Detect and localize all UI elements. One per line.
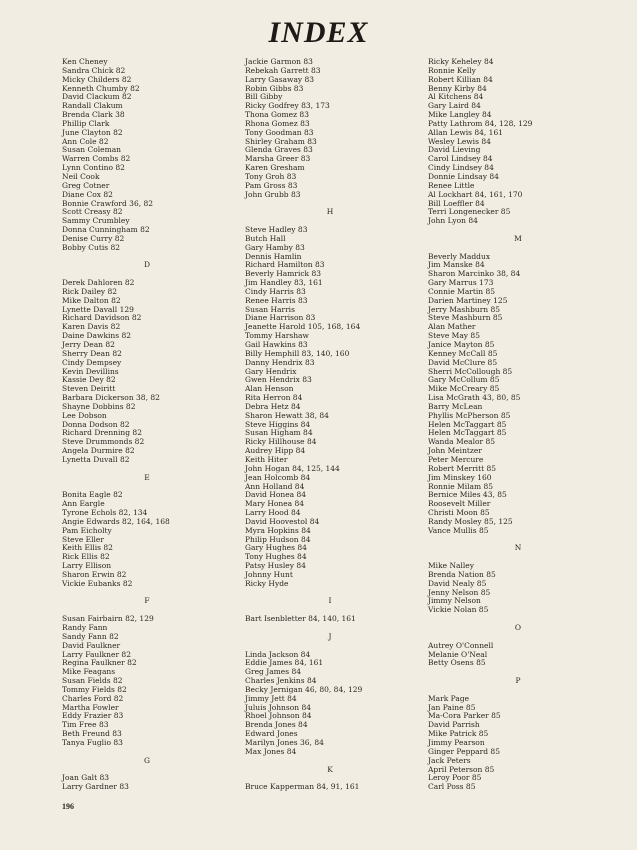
index-entry: Mike Patrick 85	[428, 729, 489, 739]
index-entry: Jim Manske 84	[428, 260, 485, 270]
index-entry: Terri Longenecker 85	[428, 207, 511, 217]
index-entry: Warren Combs 82	[62, 154, 131, 164]
index-entry: David Clackum 82	[62, 92, 132, 102]
index-entry: Bart Isenbletter 84, 140, 161	[245, 614, 356, 624]
index-entry: Ricky Hyde	[245, 578, 289, 588]
index-entry: Shayne Dobbins 82	[62, 401, 136, 411]
index-entry: Marilyn Jones 36, 84	[245, 737, 324, 747]
index-entry: Jim Handley 83, 161	[245, 278, 323, 288]
index-entry: Rhoel Johnson 84	[245, 711, 312, 721]
index-entry: Eddy Frazier 83	[62, 711, 124, 721]
section-letter: J	[328, 631, 332, 641]
section-letter: O	[514, 623, 522, 632]
index-entry: Larry Gardner 83	[62, 782, 129, 792]
index-entry: Rick Dailey 82	[62, 286, 118, 296]
index-entry: Larry Gasaway 83	[245, 74, 315, 84]
index-entry: Jim Minskey 160	[428, 472, 492, 482]
index-entry: Ann Cole 82	[62, 136, 109, 146]
index-entry: Tony Goodman 83	[245, 127, 314, 137]
index-entry: Bobby Cutis 82	[62, 242, 121, 252]
index-entry: Barry McLean	[428, 401, 483, 411]
index-entry: Pam Eicholty	[62, 525, 112, 535]
index-entry: Lynetta Duvall 82	[62, 454, 130, 464]
index-entry: Linda Jackson 84	[245, 649, 311, 659]
index-entry: Gwen Hendrix 83	[245, 375, 312, 385]
index-entry: Edward Jones	[245, 729, 298, 739]
index-entry: Renee Little	[428, 180, 475, 190]
index-entry: Martha Fowler	[62, 702, 119, 712]
index-entry: Johnny Hunt	[245, 569, 293, 579]
index-column-1	[62, 58, 232, 792]
index-entry: Sherri McCollough 85	[428, 366, 513, 376]
index-entry: Susan Harris	[245, 304, 295, 314]
index-entry: Lee Dobson	[62, 410, 107, 420]
index-entry: Mike Langley 84	[428, 110, 492, 120]
index-entry: Gary Hughes 84	[245, 543, 307, 553]
index-entry: David Honea 84	[245, 490, 307, 500]
index-entry: Al Kitchens 84	[428, 92, 484, 102]
index-entry: David Parrish	[428, 720, 480, 730]
section-letter: I	[328, 596, 332, 606]
index-entry: Wesley Lewis 84	[428, 136, 491, 146]
index-entry: Greg James 84	[245, 667, 302, 677]
index-entry: Jack Peters	[428, 755, 471, 765]
index-entry: Max Jones 84	[245, 746, 297, 756]
index-entry: Rhona Gomez 83	[245, 118, 310, 128]
index-entry: Barbara Dickerson 38, 82	[62, 393, 160, 403]
index-entry: Denise Curry 82	[62, 233, 125, 243]
index-entry: Gary Laird 84	[428, 101, 481, 111]
index-entry: Brenda Jones 84	[245, 720, 308, 730]
index-entry: Helen McTaggart 85	[428, 419, 507, 429]
index-entry: Ricky Hillhouse 84	[245, 437, 317, 447]
index-entry: Richard Davidson 82	[62, 313, 142, 323]
index-entry: Micky Childers 82	[62, 74, 132, 84]
index-entry: Vickie Eubanks 82	[62, 578, 133, 588]
index-entry: Myra Hopkins 84	[245, 525, 311, 535]
index-entry: Shirley Graham 83	[245, 136, 317, 146]
index-entry: Steve Higgins 84	[245, 419, 311, 429]
index-entry: Bonnie Crawford 36, 82	[62, 198, 154, 208]
index-entry: Ann Eargle	[62, 499, 105, 509]
index-entry: Cindy Lindsey 84	[428, 163, 494, 173]
index-entry: Susan Fairbairn 82, 129	[62, 614, 154, 624]
index-entry: Peter Mercure	[428, 454, 484, 464]
index-entry: Mike Feagans	[62, 667, 116, 677]
index-entry: Brenda Nation 85	[428, 569, 496, 579]
index-entry: Gail Hawkins 83	[245, 340, 308, 349]
index-entry: Marsha Greer 83	[245, 154, 311, 164]
index-entry: Steve Mashburn 85	[428, 313, 503, 323]
index-entry: Janice Mayton 85	[428, 340, 495, 349]
index-entry: Kassie Dey 82	[62, 375, 116, 385]
index-entry: Sharon Erwin 82	[62, 569, 127, 579]
index-entry: Tommy Harshaw	[245, 331, 309, 341]
index-entry: Mike Dalton 82	[62, 295, 121, 305]
section-letter: G	[144, 755, 150, 765]
index-entry: Allan Lewis 84, 161	[428, 127, 503, 137]
index-entry: Larry Faulkner 82	[62, 649, 131, 659]
index-entry: Richard Drenning 82	[62, 428, 142, 438]
index-entry: Mark Page	[428, 693, 470, 703]
index-entry: Mary Honea 84	[245, 499, 305, 509]
index-entry: Juluis Johnson 84	[245, 702, 312, 712]
index-entry: Brenda Clark 38	[62, 110, 125, 120]
index-entry: Sammy Crumbley	[62, 216, 130, 226]
index-entry: Benny Kirby 84	[428, 83, 487, 93]
index-entry: Gary McCollum 85	[428, 375, 500, 385]
index-entry: Jerry Dean 82	[62, 340, 115, 349]
index-entry: Alan Mather	[428, 322, 476, 332]
index-entry: Lynette Davall 129	[62, 304, 134, 314]
index-entry: Al Lockhart 84, 161, 170	[428, 189, 523, 199]
index-entry: Tanya Fuglio 83	[62, 737, 123, 747]
section-letter: M	[514, 233, 522, 243]
index-entry: Rick Ellis 82	[62, 552, 110, 562]
index-entry: Beth Freund 83	[62, 729, 122, 739]
page-title: INDEX	[268, 16, 369, 49]
index-entry: Susan Coleman	[62, 145, 122, 155]
index-entry: Christi Moon 85	[428, 508, 490, 518]
index-entry: Patsy Husley 84	[245, 561, 306, 571]
index-entry: Philip Hudson 84	[245, 534, 311, 544]
index-entry: Dennis Hamlin	[245, 251, 302, 261]
index-entry: Angela Durmire 82	[62, 446, 135, 456]
index-entry: Regina Faulkner 82	[62, 658, 137, 668]
index-entry: Tim Free 83	[62, 720, 109, 730]
index-entry: Autrey O'Connell	[428, 640, 494, 650]
index-entry: Phyllis McPherson 85	[428, 410, 511, 420]
index-entry: Billy Hemphill 83, 140, 160	[245, 348, 350, 358]
index-entry: David Hoovestol 84	[245, 516, 320, 526]
index-entry: Tony Groh 83	[245, 171, 297, 181]
index-entry: Jerry Mashburn 85	[428, 304, 501, 314]
index-entry: Renee Harris 83	[245, 295, 308, 305]
index-entry: Larry Hood 84	[245, 508, 301, 518]
index-entry: Ronnie Milam 85	[428, 481, 494, 491]
index-entry: Susan Fields 82	[62, 676, 123, 686]
index-entry: Neil Cook	[62, 171, 100, 181]
index-entry: June Clayton 82	[62, 127, 123, 137]
index-entry: Jimmy Jett 84	[245, 693, 297, 703]
index-entry: Jenny Nelson 85	[428, 587, 491, 597]
index-entry: Jimmy Nelson	[428, 596, 481, 606]
index-entry: April Peterson 85	[428, 764, 495, 774]
index-entry: Larry Ellison	[62, 561, 112, 571]
index-entry: Gary Marrus 173	[428, 278, 494, 288]
index-entry: Jimmy Pearson	[428, 737, 485, 747]
index-entry: Audrey Hipp 84	[245, 446, 306, 456]
index-entry: David McClure 85	[428, 357, 498, 367]
index-entry: Butch Hall	[245, 233, 286, 243]
index-entry: Scott Creasy 82	[62, 207, 123, 217]
index-entry: Mike Nalley	[428, 561, 474, 571]
index-entry: John Lyon 84	[428, 216, 478, 226]
index-entry: Gary Hendrix	[245, 366, 297, 376]
index-entry: Tommy Fields 82	[62, 684, 127, 694]
index-entry: Ricky Godfrey 83, 173	[245, 101, 330, 111]
section-letter: N	[514, 543, 522, 553]
index-entry: Jeanette Harold 105, 168, 164	[245, 322, 361, 332]
index-entry: Patty Lathrom 84, 128, 129	[428, 118, 533, 128]
index-entry: Melanie O'Neal	[428, 649, 488, 659]
index-entry: Connie Martin 85	[428, 286, 496, 296]
index-entry: Kenney McCall 85	[428, 348, 498, 358]
index-entry: Donna Cunningham 82	[62, 225, 150, 235]
index-entry: Sherry Dean 82	[62, 348, 122, 358]
index-entry: Bruce Kapperman 84, 91, 161	[245, 782, 360, 792]
index-column-3	[428, 58, 608, 792]
section-letter: F	[144, 596, 150, 606]
section-letter: D	[143, 260, 150, 270]
index-entry: Richard Hamilton 83	[245, 260, 325, 270]
index-entry: Kenneth Chumby 82	[62, 83, 140, 93]
index-entry: Carol Lindsey 84	[428, 154, 493, 164]
index-entry: Alan Henson	[245, 384, 294, 394]
index-entry: John Hogan 84, 125, 144	[245, 463, 340, 473]
section-letter: K	[327, 764, 333, 774]
index-entry: Lynn Contino 82	[62, 163, 125, 173]
index-entry: Cindy Harris 83	[245, 286, 306, 296]
index-entry: Greg Cotner	[62, 180, 110, 190]
index-entry: Keith Ellis 82	[62, 543, 113, 553]
index-column-2	[245, 58, 415, 792]
index-entry: Donna Dodson 82	[62, 419, 130, 429]
index-entry: Rebekah Garrett 83	[245, 65, 321, 75]
index-entry: Betty Osens 85	[428, 658, 486, 668]
index-entry: Joan Galt 83	[62, 773, 110, 783]
index-entry: Ann Holland 84	[245, 481, 305, 491]
index-entry: Steven Deiritt	[62, 384, 116, 394]
index-entry: Kevin Devillins	[62, 366, 119, 376]
index-entry: Robin Gibbs 83	[245, 83, 304, 93]
index-entry: Bernice Miles 43, 85	[428, 490, 507, 500]
index-entry: David Lieving	[428, 145, 481, 155]
index-entry: Diane Harrison 83	[245, 313, 316, 323]
index-entry: Keith Hiter	[245, 454, 288, 464]
index-entry: Jean Holcomb 84	[245, 472, 311, 482]
index-entry: Rita Herron 84	[245, 393, 303, 403]
index-entry: Randall Clakum	[62, 101, 123, 111]
index-entry: Ma-Cora Parker 85	[428, 711, 501, 721]
index-entry: Thona Gomez 83	[245, 110, 309, 120]
index-entry: Randy Fann	[62, 623, 108, 632]
index-entry: Tony Hughes 84	[245, 552, 307, 562]
index-entry: Darien Martiney 125	[428, 295, 508, 305]
index-entry: Robert Killian 84	[428, 74, 493, 84]
index-entry: Eddie James 84, 161	[245, 658, 324, 668]
index-entry: Tyrone Echols 82, 134	[62, 508, 148, 518]
index-entry: Leroy Poor 85	[428, 773, 482, 783]
index-entry: Phillip Clark	[62, 118, 110, 128]
index-entry: Helen McTaggart 85	[428, 428, 507, 438]
index-entry: Randy Mosley 85, 125	[428, 516, 513, 526]
index-entry: Beverly Maddux	[428, 251, 491, 261]
index-entry: Lisa McGrath 43, 80, 85	[428, 393, 521, 403]
index-entry: Sharon Hewatt 38, 84	[245, 410, 329, 420]
index-entry: Ronnie Kelly	[428, 65, 476, 75]
index-entry: Ginger Peppard 85	[428, 746, 500, 756]
index-entry: John Meintzer	[428, 446, 482, 456]
section-letter: P	[515, 676, 521, 686]
index-entry: Vickie Nolan 85	[428, 605, 489, 615]
index-entry: Ricky Keheley 84	[428, 57, 494, 66]
index-entry: Bill Gibby	[245, 92, 283, 102]
index-entry: Donnie Lindsay 84	[428, 171, 499, 181]
index-entry: Jackie Garmon 83	[245, 57, 313, 66]
index-entry: David Nealy 85	[428, 578, 487, 588]
index-entry: Sharon Marcinko 38, 84	[428, 269, 521, 279]
index-entry: Steve Drummonds 82	[62, 437, 145, 447]
index-entry: Beverly Hamrick 83	[245, 269, 322, 279]
index-entry: Bill Loeffler 84	[428, 198, 485, 208]
index-entry: Becky Jernigan 46, 80, 84, 129	[245, 684, 363, 694]
index-entry: Roosevelt Miller	[428, 499, 491, 509]
index-entry: Gary Hamby 83	[245, 242, 305, 252]
index-entry: David Faulkner	[62, 640, 121, 650]
index-entry: Karen Gresham	[245, 163, 305, 173]
index-entry: Carl Poss 85	[428, 782, 476, 792]
index-entry: Ken Cheney	[62, 57, 108, 66]
index-entry: Mike McCreary 85	[428, 384, 500, 394]
index-entry: Cindy Dempsey	[62, 357, 122, 367]
index-entry: Pam Gross 83	[245, 180, 298, 190]
index-entry: Steve May 85	[428, 331, 480, 341]
index-entry: Danny Hendrix 83	[245, 357, 315, 367]
index-entry: Jan Paine 85	[428, 702, 476, 712]
index-entry: Glenda Graves 83	[245, 145, 313, 155]
index-entry: John Grubb 83	[245, 189, 301, 199]
index-entry: Steve Hadley 83	[245, 225, 308, 235]
index-entry: Robert Merritt 85	[428, 463, 497, 473]
index-entry: Sandra Chick 82	[62, 65, 126, 75]
index-entry: Sandy Fann 82	[62, 631, 119, 641]
index-entry: Angie Edwards 82, 164, 168	[62, 516, 170, 526]
index-entry: Daine Dawkins 82	[62, 331, 131, 341]
section-letter: H	[326, 207, 334, 217]
index-entry: Charles Jenkins 84	[245, 676, 317, 686]
index-entry: Diane Cox 82	[62, 189, 113, 199]
index-entry: Bonita Eagle 82	[62, 490, 123, 500]
index-entry: Steve Eller	[62, 534, 104, 544]
section-letter: E	[144, 472, 150, 482]
index-entry: Wanda Mealor 85	[428, 437, 496, 447]
page-number: 196	[62, 802, 74, 811]
index-entry: Charles Ford 82	[62, 693, 124, 703]
index-entry: Karen Davis 82	[62, 322, 121, 332]
index-entry: Susan Higham 84	[245, 428, 313, 438]
index-entry: Vance Mullis 85	[428, 525, 489, 535]
index-entry: Debra Hetz 84	[245, 401, 301, 411]
index-entry: Derek Dahloren 82	[62, 278, 135, 288]
